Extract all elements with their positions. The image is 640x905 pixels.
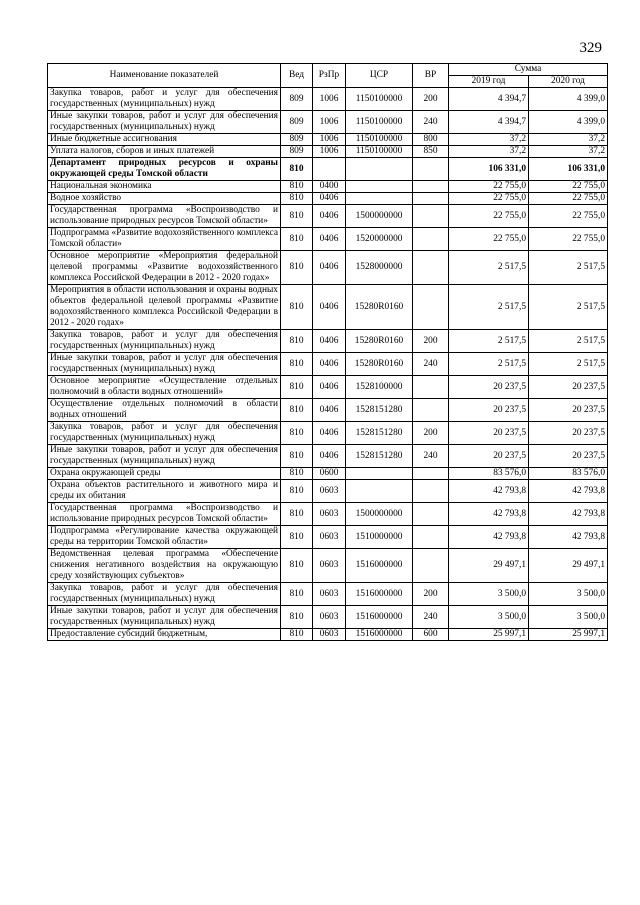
cell-2020: 37,2 <box>529 146 608 158</box>
cell-name: Закупка товаров, работ и услуг для обеспечения государственных (муниципальных) нужд <box>48 422 281 445</box>
cell-csr <box>346 480 413 503</box>
cell-rzpr: 0400 <box>313 181 346 193</box>
cell-name: Уплата налогов, сборов и иных платежей <box>48 146 281 158</box>
cell-2020: 29 497,1 <box>529 549 608 583</box>
cell-2020: 3 500,0 <box>529 606 608 629</box>
cell-rzpr: 0406 <box>313 353 346 376</box>
table-row <box>48 480 608 503</box>
cell-2020: 2 517,5 <box>529 330 608 353</box>
cell-ved: 810 <box>281 285 313 330</box>
cell-ved: 809 <box>281 111 313 134</box>
cell-rzpr: 0406 <box>313 376 346 399</box>
table-row <box>48 422 608 445</box>
cell-ved: 809 <box>281 146 313 158</box>
cell-vr: 240 <box>413 353 449 376</box>
cell-vr <box>413 251 449 285</box>
table-row <box>48 606 608 629</box>
cell-vr: 200 <box>413 583 449 606</box>
cell-rzpr: 1006 <box>313 146 346 158</box>
cell-2019: 22 755,0 <box>449 228 529 251</box>
cell-rzpr: 0600 <box>313 468 346 480</box>
cell-csr: 1528100000 <box>346 376 413 399</box>
cell-ved: 810 <box>281 422 313 445</box>
cell-name: Государственная программа «Воспроизводство и использование природных ресурсов Томской области» <box>48 503 281 526</box>
cell-csr <box>346 181 413 193</box>
cell-vr <box>413 285 449 330</box>
cell-2019: 20 237,5 <box>449 399 529 422</box>
cell-2020: 37,2 <box>529 134 608 146</box>
cell-csr <box>346 193 413 205</box>
table-row <box>48 353 608 376</box>
cell-csr: 1150100000 <box>346 111 413 134</box>
table-body <box>48 88 608 641</box>
header-2019: 2019 год <box>449 76 529 88</box>
cell-ved: 810 <box>281 330 313 353</box>
table-row <box>48 228 608 251</box>
cell-rzpr: 0603 <box>313 583 346 606</box>
cell-vr: 800 <box>413 134 449 146</box>
cell-ved: 809 <box>281 134 313 146</box>
cell-ved: 810 <box>281 251 313 285</box>
table-row <box>48 376 608 399</box>
table-row <box>48 158 608 181</box>
cell-2019: 2 517,5 <box>449 251 529 285</box>
cell-csr: 1520000000 <box>346 228 413 251</box>
cell-rzpr: 0406 <box>313 193 346 205</box>
cell-ved: 810 <box>281 193 313 205</box>
cell-rzpr: 0603 <box>313 526 346 549</box>
cell-csr: 1516000000 <box>346 549 413 583</box>
cell-csr: 1528000000 <box>346 251 413 285</box>
cell-rzpr: 0406 <box>313 285 346 330</box>
cell-csr: 15280R0160 <box>346 285 413 330</box>
cell-name: Предоставление субсидий бюджетным, <box>48 629 281 641</box>
header-vr: ВР <box>413 64 449 88</box>
cell-rzpr: 0406 <box>313 330 346 353</box>
table-row <box>48 205 608 228</box>
cell-2020: 25 997,1 <box>529 629 608 641</box>
cell-ved: 810 <box>281 503 313 526</box>
cell-2019: 42 793,8 <box>449 480 529 503</box>
cell-rzpr: 0406 <box>313 445 346 468</box>
cell-csr: 1528151280 <box>346 445 413 468</box>
cell-rzpr: 0406 <box>313 205 346 228</box>
cell-vr <box>413 228 449 251</box>
cell-name: Подпрограмма «Развитие водохозяйственного комплекса Томской области» <box>48 228 281 251</box>
cell-csr: 1528151280 <box>346 399 413 422</box>
cell-ved: 810 <box>281 606 313 629</box>
cell-2020: 106 331,0 <box>529 158 608 181</box>
cell-name: Иные закупки товаров, работ и услуг для обеспечения государственных (муниципальных) нужд <box>48 606 281 629</box>
table-row <box>48 526 608 549</box>
table-row <box>48 134 608 146</box>
cell-2019: 42 793,8 <box>449 503 529 526</box>
cell-2019: 29 497,1 <box>449 549 529 583</box>
cell-2020: 22 755,0 <box>529 205 608 228</box>
table-row <box>48 193 608 205</box>
cell-name: Государственная программа «Воспроизводство и использование природных ресурсов Томской области» <box>48 205 281 228</box>
cell-name: Мероприятия в области использования и охраны водных объектов федеральной целевой программы «Развитие водохозяйственного комплекса Российской Федерации в 2012 - 2020 годах» <box>48 285 281 330</box>
cell-2019: 4 394,7 <box>449 111 529 134</box>
cell-2020: 42 793,8 <box>529 480 608 503</box>
cell-2020: 2 517,5 <box>529 353 608 376</box>
cell-2020: 83 576,0 <box>529 468 608 480</box>
cell-csr: 15280R0160 <box>346 330 413 353</box>
cell-vr <box>413 526 449 549</box>
cell-rzpr: 0406 <box>313 251 346 285</box>
cell-2019: 3 500,0 <box>449 606 529 629</box>
cell-ved: 810 <box>281 181 313 193</box>
cell-ved: 810 <box>281 205 313 228</box>
cell-rzpr: 1006 <box>313 134 346 146</box>
cell-rzpr: 0603 <box>313 480 346 503</box>
header-2020: 2020 год <box>529 76 608 88</box>
cell-csr: 1510000000 <box>346 526 413 549</box>
cell-2019: 20 237,5 <box>449 445 529 468</box>
cell-ved: 810 <box>281 480 313 503</box>
cell-rzpr: 0603 <box>313 629 346 641</box>
table-row <box>48 549 608 583</box>
cell-vr: 600 <box>413 629 449 641</box>
cell-csr: 1500000000 <box>346 503 413 526</box>
table-row <box>48 88 608 111</box>
cell-vr <box>413 399 449 422</box>
table-row <box>48 445 608 468</box>
cell-csr: 1150100000 <box>346 146 413 158</box>
cell-2019: 22 755,0 <box>449 205 529 228</box>
cell-2019: 2 517,5 <box>449 330 529 353</box>
cell-rzpr: 1006 <box>313 88 346 111</box>
table-row <box>48 468 608 480</box>
table-row <box>48 583 608 606</box>
table-row <box>48 629 608 641</box>
cell-csr <box>346 468 413 480</box>
cell-name: Охрана окружающей среды <box>48 468 281 480</box>
cell-vr <box>413 376 449 399</box>
cell-csr: 1500000000 <box>346 205 413 228</box>
cell-vr: 850 <box>413 146 449 158</box>
cell-vr <box>413 205 449 228</box>
cell-name: Охрана объектов растительного и животного мира и среды их обитания <box>48 480 281 503</box>
cell-rzpr: 0603 <box>313 606 346 629</box>
cell-name: Иные бюджетные ассигнования <box>48 134 281 146</box>
header-ved: Вед <box>281 64 313 88</box>
cell-2019: 2 517,5 <box>449 353 529 376</box>
cell-2020: 22 755,0 <box>529 228 608 251</box>
cell-rzpr: 0406 <box>313 422 346 445</box>
cell-2020: 22 755,0 <box>529 181 608 193</box>
cell-vr: 200 <box>413 330 449 353</box>
cell-2019: 20 237,5 <box>449 376 529 399</box>
cell-2020: 20 237,5 <box>529 445 608 468</box>
cell-ved: 810 <box>281 549 313 583</box>
cell-csr: 15280R0160 <box>346 353 413 376</box>
header-csr: ЦСР <box>346 64 413 88</box>
cell-2019: 42 793,8 <box>449 526 529 549</box>
cell-2020: 42 793,8 <box>529 503 608 526</box>
cell-name: Закупка товаров, работ и услуг для обеспечения государственных (муниципальных) нужд <box>48 330 281 353</box>
cell-ved: 810 <box>281 158 313 181</box>
cell-csr: 1150100000 <box>346 134 413 146</box>
cell-2019: 4 394,7 <box>449 88 529 111</box>
cell-vr: 240 <box>413 445 449 468</box>
cell-ved: 809 <box>281 88 313 111</box>
cell-csr: 1516000000 <box>346 583 413 606</box>
cell-name: Национальная экономика <box>48 181 281 193</box>
cell-ved: 810 <box>281 629 313 641</box>
table-row <box>48 330 608 353</box>
page-number: 329 <box>579 40 602 56</box>
cell-2020: 4 399,0 <box>529 88 608 111</box>
table-row <box>48 111 608 134</box>
cell-2020: 3 500,0 <box>529 583 608 606</box>
cell-csr: 1516000000 <box>346 629 413 641</box>
cell-name: Осуществление отдельных полномочий в области водных отношений <box>48 399 281 422</box>
cell-rzpr: 0603 <box>313 549 346 583</box>
cell-vr <box>413 503 449 526</box>
cell-csr: 1528151280 <box>346 422 413 445</box>
cell-2020: 2 517,5 <box>529 251 608 285</box>
cell-vr <box>413 549 449 583</box>
cell-2020: 22 755,0 <box>529 193 608 205</box>
cell-rzpr <box>313 158 346 181</box>
cell-csr: 1516000000 <box>346 606 413 629</box>
cell-2020: 20 237,5 <box>529 422 608 445</box>
cell-ved: 810 <box>281 445 313 468</box>
cell-ved: 810 <box>281 399 313 422</box>
cell-vr: 200 <box>413 422 449 445</box>
cell-rzpr: 0406 <box>313 228 346 251</box>
cell-vr <box>413 193 449 205</box>
cell-vr: 240 <box>413 606 449 629</box>
cell-name: Департамент природных ресурсов и охраны окружающей среды Томской области <box>48 158 281 181</box>
cell-vr <box>413 158 449 181</box>
cell-name: Основное мероприятие «Осуществление отдельных полномочий в области водных отношений» <box>48 376 281 399</box>
cell-rzpr: 0603 <box>313 503 346 526</box>
table-row <box>48 251 608 285</box>
cell-2019: 25 997,1 <box>449 629 529 641</box>
cell-2019: 22 755,0 <box>449 181 529 193</box>
cell-2020: 2 517,5 <box>529 285 608 330</box>
cell-name: Иные закупки товаров, работ и услуг для обеспечения государственных (муниципальных) нужд <box>48 111 281 134</box>
table-row <box>48 503 608 526</box>
header-sum: Сумма <box>449 64 608 76</box>
cell-2020: 42 793,8 <box>529 526 608 549</box>
cell-ved: 810 <box>281 583 313 606</box>
cell-2019: 2 517,5 <box>449 285 529 330</box>
cell-2020: 20 237,5 <box>529 399 608 422</box>
budget-table <box>47 63 608 641</box>
cell-name: Иные закупки товаров, работ и услуг для обеспечения государственных (муниципальных) нужд <box>48 445 281 468</box>
cell-name: Закупка товаров, работ и услуг для обеспечения государственных (муниципальных) нужд <box>48 88 281 111</box>
cell-vr <box>413 480 449 503</box>
cell-rzpr: 0406 <box>313 399 346 422</box>
cell-2019: 37,2 <box>449 134 529 146</box>
cell-2019: 20 237,5 <box>449 422 529 445</box>
cell-rzpr: 1006 <box>313 111 346 134</box>
table-row <box>48 181 608 193</box>
cell-2020: 20 237,5 <box>529 376 608 399</box>
cell-ved: 810 <box>281 526 313 549</box>
cell-name: Подпрограмма «Регулирование качества окружающей среды на территории Томской области» <box>48 526 281 549</box>
cell-2019: 3 500,0 <box>449 583 529 606</box>
cell-name: Закупка товаров, работ и услуг для обеспечения государственных (муниципальных) нужд <box>48 583 281 606</box>
cell-ved: 810 <box>281 376 313 399</box>
cell-csr: 1150100000 <box>346 88 413 111</box>
cell-csr <box>346 158 413 181</box>
cell-vr: 240 <box>413 111 449 134</box>
cell-name: Основное мероприятие «Мероприятия федеральной целевой программы «Развитие водохозяйственного комплекса Российской Федерации в 2012 - 2020 годах» <box>48 251 281 285</box>
cell-ved: 810 <box>281 353 313 376</box>
header-rzpr: РзПр <box>313 64 346 88</box>
cell-2019: 37,2 <box>449 146 529 158</box>
cell-2019: 22 755,0 <box>449 193 529 205</box>
cell-2020: 4 399,0 <box>529 111 608 134</box>
table-row <box>48 146 608 158</box>
table-row <box>48 285 608 330</box>
table-row <box>48 399 608 422</box>
cell-vr: 200 <box>413 88 449 111</box>
cell-vr <box>413 468 449 480</box>
cell-vr <box>413 181 449 193</box>
header-name: Наименование показателей <box>48 64 281 88</box>
cell-ved: 810 <box>281 468 313 480</box>
cell-2019: 106 331,0 <box>449 158 529 181</box>
cell-name: Водное хозяйство <box>48 193 281 205</box>
cell-2019: 83 576,0 <box>449 468 529 480</box>
cell-name: Иные закупки товаров, работ и услуг для обеспечения государственных (муниципальных) нужд <box>48 353 281 376</box>
cell-name: Ведомственная целевая программа «Обеспечение снижения негативного воздействия на окружающую среду хозяйствующих субъектов» <box>48 549 281 583</box>
cell-ved: 810 <box>281 228 313 251</box>
